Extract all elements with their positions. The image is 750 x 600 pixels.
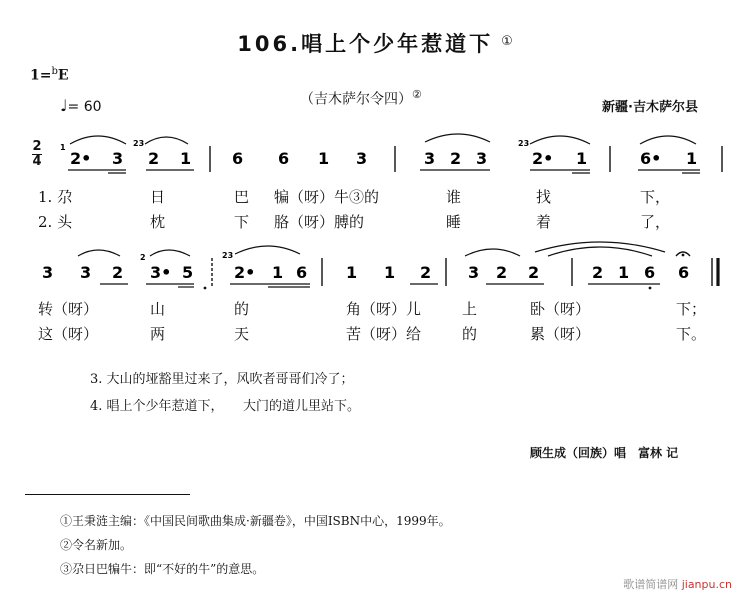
note: 1 <box>576 149 588 168</box>
lyric: 下； <box>676 300 707 318</box>
lyric: 两 <box>150 325 166 343</box>
note: 2• <box>70 149 92 168</box>
note: 2 <box>112 263 124 282</box>
footnote-2: ②令名新加。 <box>60 538 133 552</box>
note: 3 <box>356 149 368 168</box>
note: 3• <box>150 263 172 282</box>
note: 6 <box>232 149 244 168</box>
note: 2 <box>528 263 540 282</box>
key-signature: 1=$^b$E <box>30 66 69 84</box>
note: 6 <box>678 263 690 282</box>
time-signature: 2 4 <box>32 139 42 169</box>
footnote-divider <box>25 494 190 495</box>
note: 6 <box>296 263 308 282</box>
footnote-3: ③尕日巴犏牛：即“不好的牛”的意思。 <box>60 562 265 576</box>
lyric: 巴 <box>234 188 250 206</box>
note: 1 <box>272 263 284 282</box>
lyric: 找 <box>536 188 552 206</box>
grace-note: 23 <box>518 139 530 148</box>
lyric: 下。 <box>676 325 707 343</box>
note: 3 <box>112 149 124 168</box>
score-line-2 <box>0 244 750 304</box>
lyric: 1. 尕 <box>38 188 73 206</box>
grace-note: 23 <box>133 139 145 148</box>
lyrics-line-1 <box>0 186 750 236</box>
lyrics-line-2 <box>0 298 750 348</box>
lyric: 枕 <box>150 213 166 231</box>
notation-line-1 <box>0 130 750 190</box>
lyric: 2. 头 <box>38 213 73 231</box>
lyric: 山 <box>150 300 166 318</box>
site-watermark: 歌谱简谱网 jianpu.cn <box>623 578 732 591</box>
tempo-marking: ♩= 60 <box>60 96 102 115</box>
lyric: 的 <box>234 300 250 318</box>
quarter-note-icon: ♩ <box>60 96 68 115</box>
note: 6• <box>640 149 662 168</box>
performer-credit: 顾生成（回族）唱 富林 记 <box>530 446 679 460</box>
lyric: 转（呀） <box>38 300 99 318</box>
note: 2• <box>234 263 256 282</box>
lyric: 犏（呀）牛③的 <box>274 188 380 206</box>
lyric: 的 <box>462 325 478 343</box>
lyric: 上 <box>462 300 478 318</box>
lyric: 卧（呀） <box>530 300 591 318</box>
grace-note: 2 <box>140 253 146 262</box>
note: 6 <box>278 149 290 168</box>
song-origin: 新疆·吉木萨尔县 <box>602 100 698 115</box>
lyric: 下 <box>234 213 250 231</box>
note: 2 <box>496 263 508 282</box>
lyric: 了， <box>640 213 671 231</box>
lyric: 天 <box>234 325 250 343</box>
lyric: 谁 <box>446 188 462 206</box>
lyric: 累（呀） <box>530 325 591 343</box>
note: 1 <box>346 263 358 282</box>
score-line-1 <box>0 130 750 190</box>
note: 1 <box>686 149 698 168</box>
title-footnote-mark: ① <box>501 34 513 49</box>
lyric: 下， <box>640 188 671 206</box>
note: 3 <box>424 149 436 168</box>
grace-note: 23 <box>222 251 234 260</box>
note: 2 <box>420 263 432 282</box>
note: 2 <box>450 149 462 168</box>
note: 3 <box>476 149 488 168</box>
note: 3 <box>42 263 54 282</box>
note: 1 <box>618 263 630 282</box>
note: 6 <box>644 263 656 282</box>
note: 1 <box>180 149 192 168</box>
note: 1 <box>318 149 330 168</box>
note: 2 <box>592 263 604 282</box>
note: 2 <box>148 149 160 168</box>
subtitle: （吉木萨尔令四）② <box>300 88 422 108</box>
lyric: 着 <box>536 213 552 231</box>
verse-3: 3. 大山的垭豁里过来了，风吹者哥哥们冷了； <box>90 372 354 387</box>
note: 1 <box>384 263 396 282</box>
notation-line-2 <box>0 244 750 304</box>
lyric: 角（呀）儿 <box>346 300 422 318</box>
lyric: 胳（呀）膊的 <box>274 213 365 231</box>
note: 5 <box>182 263 194 282</box>
note: 2• <box>532 149 554 168</box>
lyric: 这（呀） <box>38 325 99 343</box>
song-title: 106.唱上个少年惹道下 ① <box>237 32 513 56</box>
lyric: 睡 <box>446 213 462 231</box>
grace-note: 1 <box>60 143 66 152</box>
note: 3 <box>468 263 480 282</box>
lyric: 日 <box>150 188 166 206</box>
note: 3 <box>80 263 92 282</box>
verse-4: 4. 唱上个少年惹道下， 大门的道儿里站下。 <box>90 399 361 414</box>
footnote-1: ①王秉涟主编：《中国民间歌曲集成·新疆卷》，中国ISBN中心，1999年。 <box>60 514 451 528</box>
lyric: 苦（呀）给 <box>346 325 422 343</box>
